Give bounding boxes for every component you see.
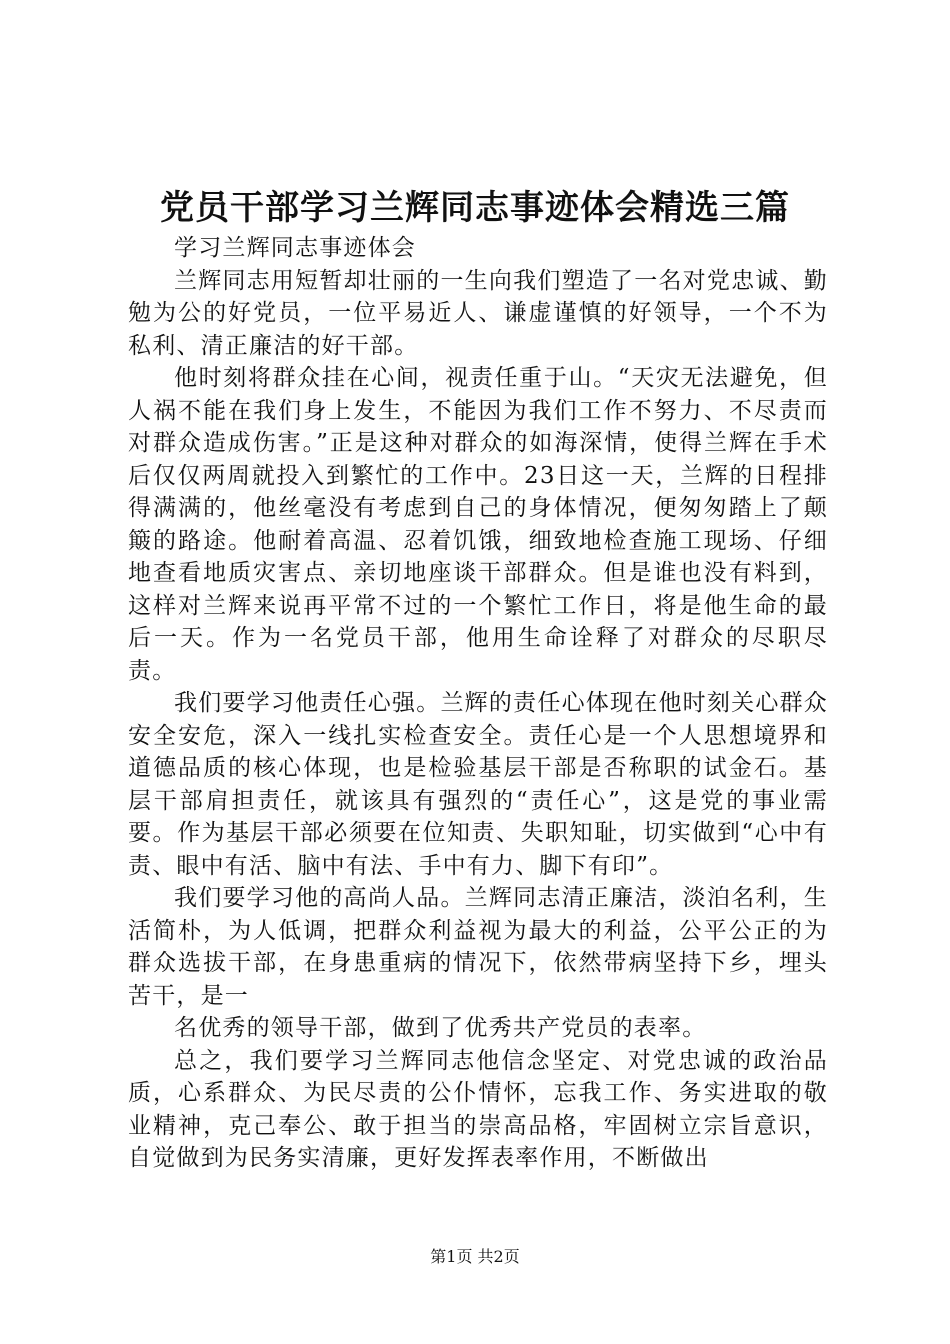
- document-body: [128, 232, 828, 1175]
- paragraph: 我们要学习他责任心强。兰辉的责任心体现在他时刻关心群众安全安危，深入一线扎实检查安全。责任心是一个人思想境界和道德品质的核心体现，也是检验基层干部是否称职的试金石。基层干部肩担责任，就该具有强烈的“责任心”，这是党的事业需要。作为基层干部必须要在位知责、失职知耻，切实做到“心中有责、眼中有活、脑中有法、手中有力、脚下有印”。: [128, 690, 828, 879]
- paragraph: 我们要学习他的高尚人品。兰辉同志清正廉洁，淡泊名利，生活简朴，为人低调，把群众利益视为最大的利益，公平公正的为群众选拔干部，在身患重病的情况下，依然带病坚持下乡，埋头苦干，是一: [128, 885, 828, 1009]
- paragraph: 名优秀的领导干部，做到了优秀共产党员的表率。: [174, 1015, 707, 1041]
- paragraph: 总之，我们要学习兰辉同志他信念坚定、对党忠诚的政治品质，心系群众、为民尽责的公仆情怀，忘我工作、务实进取的敬业精神，克己奉公、敢于担当的崇高品格，牢固树立宗旨意识，自觉做到为民务实清廉，更好发挥表率作用，不断做出: [128, 1047, 828, 1171]
- paragraph: 他时刻将群众挂在心间，视责任重于山。“天灾无法避免，但人祸不能在我们身上发生，不能因为我们工作不努力、不尽责而对群众造成伤害。”正是这种对群众的如海深情，使得兰辉在手术后仅仅两周就投入到繁忙的工作中。23日这一天，兰辉的日程排得满满的，他丝毫没有考虑到自己的身体情况，便匆匆踏上了颠簸的路途。他耐着高温、忍着饥饿，细致地检查施工现场、仔细地查看地质灾害点、亲切地座谈干部群众。但是谁也没有料到，这样对兰辉来说再平常不过的一个繁忙工作日，将是他生命的最后一天。作为一名党员干部，他用生命诠释了对群众的尽职尽责。: [128, 365, 828, 684]
- page-number-footer: 第1页 共2页: [430, 1247, 520, 1266]
- paragraph-subtitle: 学习兰辉同志事迹体会: [174, 235, 416, 261]
- document-title: 党员干部学习兰辉同志事迹体会精选三篇: [160, 188, 790, 228]
- paragraph: 兰辉同志用短暂却壮丽的一生向我们塑造了一名对党忠诚、勤勉为公的好党员，一位平易近人、谦虚谨慎的好领导，一个不为私利、清正廉洁的好干部。: [128, 267, 828, 359]
